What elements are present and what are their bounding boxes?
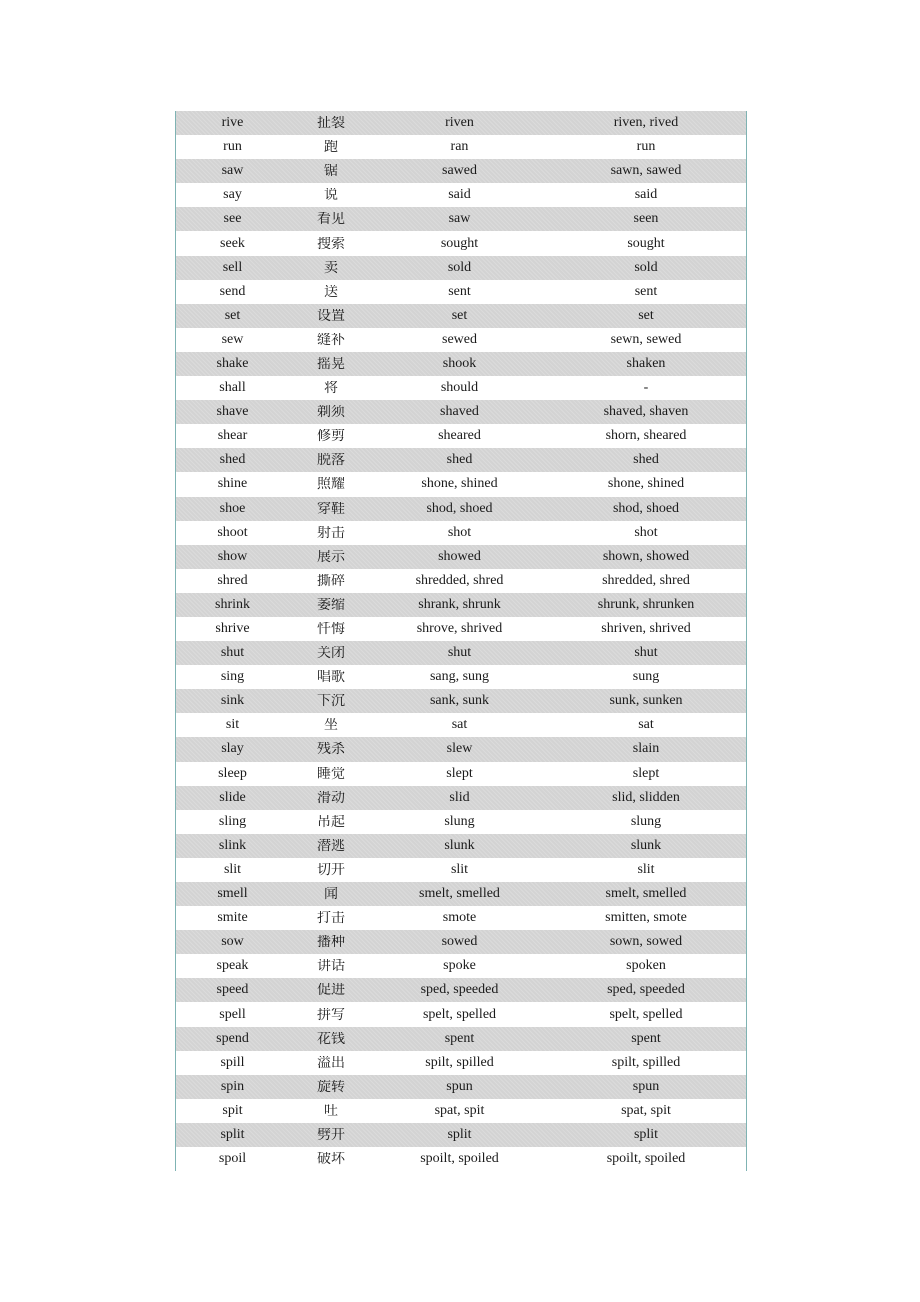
verb-past-cell: slept xyxy=(446,766,473,781)
table-row xyxy=(176,497,746,521)
verb-meaning-cell: 看见 xyxy=(317,212,345,227)
verb-past-cell: smelt, smelled xyxy=(419,887,500,902)
verb-base-cell: sell xyxy=(222,260,243,275)
verb-base-cell: spoil xyxy=(218,1152,247,1167)
verb-past-cell: sat xyxy=(451,718,468,733)
verb-base-cell: sleep xyxy=(218,766,247,781)
table-row xyxy=(176,376,746,400)
table-row xyxy=(176,665,746,689)
verb-base-cell: spin xyxy=(220,1079,245,1094)
table-row xyxy=(176,400,746,424)
verb-past-cell: shredded, shred xyxy=(415,573,504,588)
table-row xyxy=(176,810,746,834)
verb-meaning-cell: 吐 xyxy=(324,1103,338,1118)
verb-meaning-cell: 促进 xyxy=(317,983,345,998)
verb-base-cell: shine xyxy=(217,477,248,492)
verb-base-cell: slide xyxy=(219,790,246,805)
table-row xyxy=(176,521,746,545)
verb-participle-cell: sat xyxy=(638,718,654,733)
verb-participle-cell: shrunk, shrunken xyxy=(597,597,695,612)
verb-base-cell: shake xyxy=(216,356,249,371)
verb-participle-cell: spelt, spelled xyxy=(609,1007,683,1022)
table-row xyxy=(176,352,746,376)
verb-past-cell: shut xyxy=(447,646,472,661)
verb-meaning-cell: 说 xyxy=(324,188,338,203)
table-row xyxy=(176,1075,746,1099)
verb-participle-cell: shorn, sheared xyxy=(605,429,687,444)
verb-meaning-cell: 打击 xyxy=(317,911,345,926)
verb-participle-cell: slept xyxy=(632,766,660,781)
verb-participle-cell: slung xyxy=(630,814,662,829)
verb-base-cell: shut xyxy=(220,646,245,661)
verb-base-cell: sling xyxy=(218,814,247,829)
verb-past-cell: shot xyxy=(447,525,472,540)
verb-participle-cell: slain xyxy=(632,742,660,757)
verb-participle-cell: shaken xyxy=(626,356,666,371)
verb-past-cell: sheared xyxy=(438,429,481,444)
verb-base-cell: spill xyxy=(220,1055,245,1070)
verb-meaning-cell: 潜逃 xyxy=(317,838,345,853)
verb-past-cell: split xyxy=(447,1127,472,1142)
verb-participle-cell: sped, speeded xyxy=(607,983,685,998)
verb-meaning-cell: 睡觉 xyxy=(317,766,345,781)
verb-participle-cell: spat, spit xyxy=(621,1103,671,1118)
verb-base-cell: see xyxy=(223,212,242,227)
table-row xyxy=(176,280,746,304)
verb-base-cell: say xyxy=(223,188,242,203)
verb-past-cell: shook xyxy=(442,356,477,371)
table-row xyxy=(176,858,746,882)
verb-past-cell: shed xyxy=(446,453,473,468)
verb-past-cell: shrove, shrived xyxy=(416,622,503,637)
verb-past-cell: shod, shoed xyxy=(426,501,493,516)
verb-participle-cell: sewn, sewed xyxy=(610,332,682,347)
table-row xyxy=(176,1147,746,1171)
verb-base-cell: spell xyxy=(219,1007,246,1022)
verb-meaning-cell: 萎缩 xyxy=(317,597,345,612)
verb-meaning-cell: 扯裂 xyxy=(317,116,345,131)
verb-participle-cell: slunk xyxy=(630,838,662,853)
verb-base-cell: sow xyxy=(221,935,244,950)
verb-past-cell: shone, shined xyxy=(421,477,498,492)
verb-meaning-cell: 缝补 xyxy=(317,332,345,347)
table-row xyxy=(176,786,746,810)
verb-past-cell: spun xyxy=(446,1079,473,1094)
irregular-verbs-table xyxy=(175,111,747,1171)
verb-participle-cell: sunk, sunken xyxy=(609,694,683,709)
table-row xyxy=(176,231,746,255)
table-row xyxy=(176,882,746,906)
verb-past-cell: set xyxy=(451,308,468,323)
verb-past-cell: slit xyxy=(450,862,469,877)
verb-participle-cell: seen xyxy=(633,212,659,227)
verb-past-cell: sewed xyxy=(442,332,477,347)
table-row xyxy=(176,593,746,617)
verb-participle-cell: sawn, sawed xyxy=(610,164,682,179)
verb-base-cell: saw xyxy=(221,164,244,179)
verb-base-cell: run xyxy=(223,140,242,155)
verb-base-cell: slay xyxy=(221,742,244,757)
verb-meaning-cell: 关闭 xyxy=(317,646,345,661)
verb-past-cell: spat, spit xyxy=(434,1103,485,1118)
verb-meaning-cell: 跑 xyxy=(324,140,338,155)
verb-base-cell: sing xyxy=(220,670,245,685)
verb-base-cell: seek xyxy=(220,236,245,251)
table-row xyxy=(176,1002,746,1026)
verb-participle-cell: sold xyxy=(634,260,658,275)
verb-base-cell: smite xyxy=(217,911,248,926)
verb-past-cell: riven xyxy=(445,116,474,131)
verb-meaning-cell: 摇晃 xyxy=(317,356,345,371)
verb-participle-cell: smitten, smote xyxy=(605,911,687,926)
table-row xyxy=(176,424,746,448)
verb-base-cell: sew xyxy=(221,332,244,347)
verb-past-cell: slung xyxy=(444,814,475,829)
table-row xyxy=(176,1099,746,1123)
table-row xyxy=(176,954,746,978)
verb-base-cell: set xyxy=(224,308,241,323)
table-row xyxy=(176,135,746,159)
table-row xyxy=(176,569,746,593)
verb-meaning-cell: 展示 xyxy=(317,549,345,564)
verb-base-cell: sit xyxy=(225,718,240,733)
verb-base-cell: shave xyxy=(216,405,249,420)
verb-past-cell: said xyxy=(448,188,471,203)
verb-past-cell: slew xyxy=(446,742,473,757)
verb-participle-cell: spun xyxy=(632,1079,660,1094)
verb-participle-cell: spoken xyxy=(626,959,666,974)
verb-past-cell: smote xyxy=(442,911,477,926)
verb-meaning-cell: 脱落 xyxy=(317,453,345,468)
table-row xyxy=(176,762,746,786)
verb-base-cell: smell xyxy=(217,887,248,902)
verb-meaning-cell: 穿鞋 xyxy=(317,501,345,516)
verb-meaning-cell: 讲话 xyxy=(317,959,345,974)
verb-base-cell: slink xyxy=(218,838,247,853)
table-row xyxy=(176,1027,746,1051)
verb-meaning-cell: 闻 xyxy=(324,887,338,902)
verb-past-cell: sang, sung xyxy=(429,670,490,685)
verb-base-cell: shred xyxy=(217,573,248,588)
table-row xyxy=(176,689,746,713)
verb-meaning-cell: 拼写 xyxy=(317,1007,345,1022)
table-row xyxy=(176,207,746,231)
verb-meaning-cell: 下沉 xyxy=(317,694,345,709)
verb-base-cell: shoe xyxy=(219,501,246,516)
verb-past-cell: spoilt, spoiled xyxy=(420,1152,499,1167)
verb-base-cell: shrink xyxy=(215,597,250,612)
verb-participle-cell: slid, slidden xyxy=(612,790,680,805)
verb-participle-cell: spilt, spilled xyxy=(611,1055,681,1070)
verb-base-cell: shear xyxy=(217,429,248,444)
table-row xyxy=(176,159,746,183)
verb-meaning-cell: 吊起 xyxy=(317,814,345,829)
verb-base-cell: rive xyxy=(221,116,244,131)
verb-participle-cell: shredded, shred xyxy=(602,573,690,588)
verb-participle-cell: shone, shined xyxy=(607,477,685,492)
table-row xyxy=(176,472,746,496)
verb-past-cell: showed xyxy=(438,549,481,564)
verb-past-cell: spent xyxy=(444,1031,475,1046)
verb-meaning-cell: 修剪 xyxy=(317,429,345,444)
verb-past-cell: should xyxy=(440,381,479,396)
verb-base-cell: send xyxy=(219,284,246,299)
verb-participle-cell: shaved, shaven xyxy=(603,405,689,420)
verb-meaning-cell: 照耀 xyxy=(317,477,345,492)
verb-participle-cell: shriven, shrived xyxy=(601,622,691,637)
verb-base-cell: shall xyxy=(219,381,246,396)
verb-past-cell: ran xyxy=(450,140,469,155)
verb-past-cell: shrank, shrunk xyxy=(418,597,501,612)
verb-meaning-cell: 残杀 xyxy=(317,742,345,757)
verb-participle-cell: shown, showed xyxy=(602,549,690,564)
table-row xyxy=(176,617,746,641)
verb-base-cell: speak xyxy=(216,959,249,974)
verb-participle-cell: smelt, smelled xyxy=(605,887,687,902)
verb-participle-cell: slit xyxy=(637,862,655,877)
table-row xyxy=(176,978,746,1002)
verb-base-cell: slit xyxy=(223,862,242,877)
verb-meaning-cell: 送 xyxy=(324,284,338,299)
verb-participle-cell: set xyxy=(638,308,654,323)
table-row xyxy=(176,304,746,328)
verb-past-cell: sent xyxy=(448,284,471,299)
table-row xyxy=(176,737,746,761)
verb-meaning-cell: 播种 xyxy=(317,935,345,950)
verb-participle-cell: riven, rived xyxy=(613,116,679,131)
verb-past-cell: spelt, spelled xyxy=(422,1007,497,1022)
verb-meaning-cell: 剃须 xyxy=(317,405,345,420)
verb-base-cell: spend xyxy=(216,1031,249,1046)
verb-meaning-cell: 忏悔 xyxy=(317,622,345,637)
verb-meaning-cell: 搜索 xyxy=(317,236,345,251)
verb-base-cell: spit xyxy=(222,1103,243,1118)
verb-base-cell: speed xyxy=(216,983,249,998)
verb-participle-cell: shed xyxy=(633,453,659,468)
verb-base-cell: split xyxy=(220,1127,245,1142)
verb-past-cell: sowed xyxy=(441,935,478,950)
table-row xyxy=(176,545,746,569)
verb-participle-cell: shot xyxy=(634,525,658,540)
verb-past-cell: shaved xyxy=(440,405,479,420)
verb-past-cell: spilt, spilled xyxy=(425,1055,494,1070)
verb-participle-cell: spoilt, spoiled xyxy=(606,1152,686,1167)
verb-meaning-cell: 设置 xyxy=(317,308,345,323)
verb-participle-cell: shut xyxy=(634,646,658,661)
verb-past-cell: slunk xyxy=(444,838,475,853)
table-row xyxy=(176,1051,746,1075)
verb-participle-cell: spent xyxy=(631,1031,661,1046)
verb-past-cell: sped, speeded xyxy=(420,983,499,998)
verb-meaning-cell: 坐 xyxy=(324,718,338,733)
table-row xyxy=(176,1123,746,1147)
verb-base-cell: shed xyxy=(219,453,246,468)
table-row xyxy=(176,834,746,858)
verb-past-cell: saw xyxy=(448,212,471,227)
table-row xyxy=(176,328,746,352)
table-row xyxy=(176,906,746,930)
verb-base-cell: shoot xyxy=(217,525,248,540)
verb-base-cell: shrive xyxy=(215,622,250,637)
table-row xyxy=(176,256,746,280)
verb-meaning-cell: 劈开 xyxy=(317,1127,345,1142)
verb-past-cell: sold xyxy=(447,260,472,275)
verb-participle-cell: sown, sowed xyxy=(609,935,683,950)
verb-meaning-cell: 旋转 xyxy=(317,1079,345,1094)
verb-meaning-cell: 卖 xyxy=(324,260,338,275)
verb-meaning-cell: 唱歌 xyxy=(317,670,345,685)
verb-participle-cell: split xyxy=(633,1127,659,1142)
verb-meaning-cell: 锯 xyxy=(324,164,338,179)
verb-past-cell: sought xyxy=(440,236,479,251)
verb-meaning-cell: 切开 xyxy=(317,862,345,877)
verb-participle-cell: run xyxy=(636,140,656,155)
verb-past-cell: slid xyxy=(449,790,470,805)
verb-participle-cell: said xyxy=(634,188,658,203)
verb-base-cell: sink xyxy=(220,694,245,709)
verb-participle-cell: sent xyxy=(634,284,658,299)
table-row xyxy=(176,641,746,665)
table-row xyxy=(176,183,746,207)
verb-meaning-cell: 溢出 xyxy=(317,1055,345,1070)
verb-participle-cell: shod, shoed xyxy=(612,501,680,516)
verb-base-cell: show xyxy=(217,549,248,564)
table-row xyxy=(176,713,746,737)
verb-meaning-cell: 将 xyxy=(324,381,338,396)
verb-past-cell: spoke xyxy=(443,959,476,974)
verb-meaning-cell: 撕碎 xyxy=(317,573,345,588)
verb-participle-cell: sung xyxy=(632,670,660,685)
verb-participle-cell: sought xyxy=(627,236,665,251)
verb-participle-cell: - xyxy=(643,381,649,396)
verb-meaning-cell: 滑动 xyxy=(317,790,345,805)
table-row xyxy=(176,111,746,135)
table-row xyxy=(176,930,746,954)
verb-past-cell: sank, sunk xyxy=(429,694,490,709)
verb-meaning-cell: 破坏 xyxy=(317,1152,345,1167)
verb-meaning-cell: 花钱 xyxy=(317,1031,345,1046)
verb-meaning-cell: 射击 xyxy=(317,525,345,540)
table-row xyxy=(176,448,746,472)
verb-past-cell: sawed xyxy=(442,164,477,179)
